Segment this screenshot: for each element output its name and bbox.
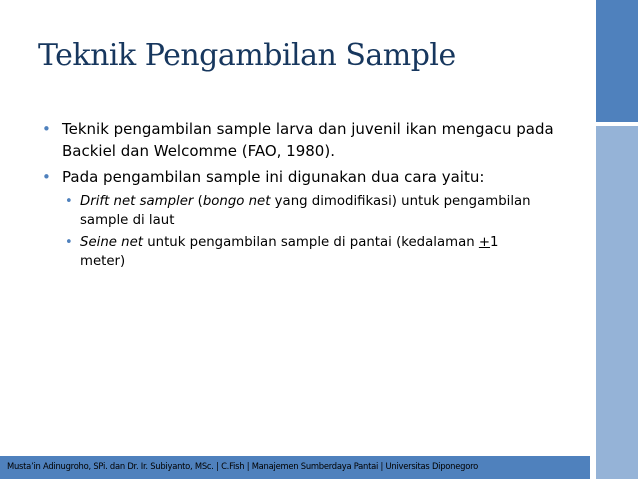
bullet-dot-icon: • (42, 168, 51, 186)
side-accent-band-top (596, 0, 638, 122)
bullet-text: Pada pengambilan sample ini digunakan dua cara yaitu: (62, 168, 485, 186)
sub-bullet-item (65, 192, 535, 230)
slide-body (42, 118, 582, 274)
sub-bullet-text: 1 meter) (80, 235, 499, 269)
bullet-dot-icon: • (42, 120, 51, 138)
footer-bar (0, 454, 590, 479)
footer-text: Musta’in Adinugroho, SPi. dan Dr. Ir. Subiyanto, MSc. | C.Fish | Manajemen Sumberdaya Pantai | Universitas Diponegoro (7, 461, 478, 471)
sub-bullet-item (65, 233, 535, 271)
sub-bullet-text: untuk pengambilan sample di pantai (kedalaman (142, 235, 479, 250)
bullet-item (42, 118, 582, 162)
side-accent-band-bottom (596, 126, 638, 479)
side-divider (590, 0, 592, 479)
sub-bullet-text: yang dimodifikasi) untuk pengambilan sample di laut (80, 194, 531, 228)
plus-minus-sign: + (478, 235, 491, 250)
sub-bullet-term: Seine net (80, 235, 143, 250)
slide-title: Teknik Pengambilan Sample (38, 38, 456, 73)
bullet-dot-icon: • (65, 235, 73, 250)
bullet-dot-icon: • (65, 194, 73, 209)
bullet-item (42, 166, 582, 188)
sub-bullet-term: bongo net (202, 194, 271, 209)
bullet-text: Teknik pengambilan sample larva dan juvenil ikan mengacu pada Backiel dan Welcomme (FAO, 1980). (62, 120, 554, 160)
sub-bullet-paren: ( (193, 194, 203, 209)
sub-bullet-term: Drift net sampler (80, 194, 194, 209)
